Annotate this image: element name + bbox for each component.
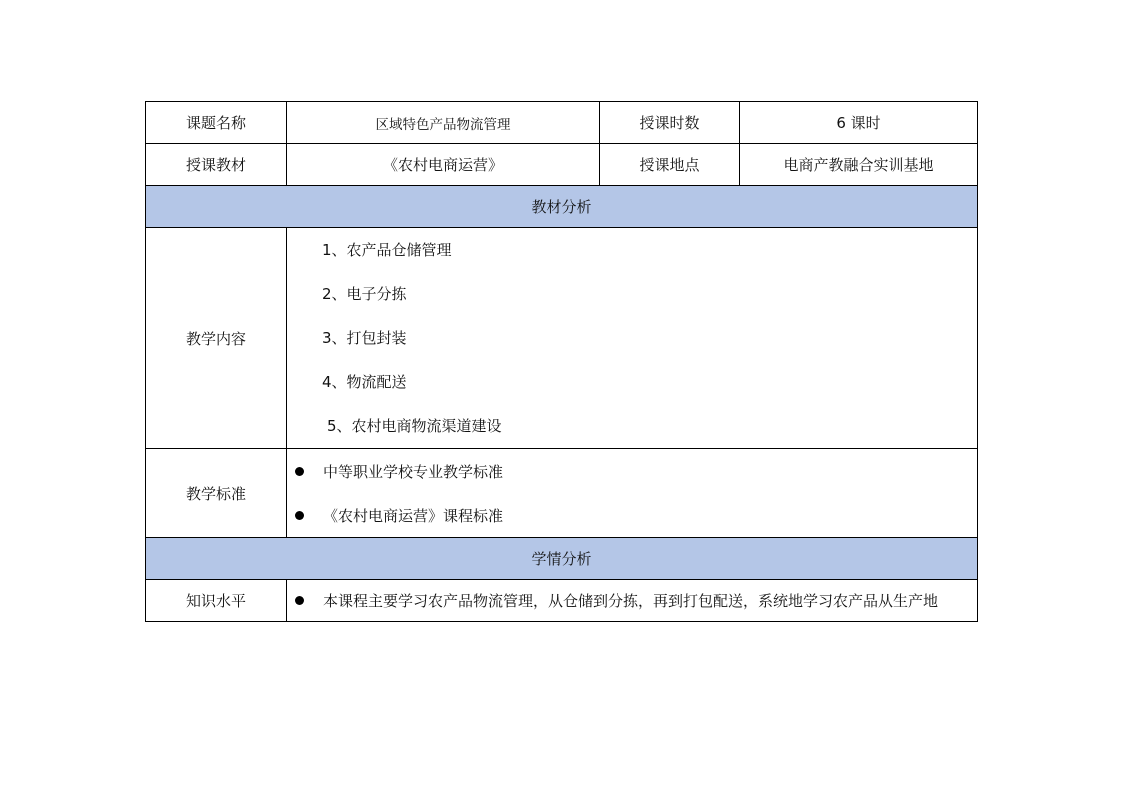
list-item-text: 《农村电商运营》课程标准 bbox=[323, 506, 504, 525]
hours-label-cell: 授课时数 bbox=[600, 102, 740, 144]
table-row bbox=[146, 186, 978, 228]
teaching-standard-label-cell: 教学标准 bbox=[146, 449, 287, 538]
list-item: 3、打包封装 bbox=[322, 329, 407, 347]
textbook-label-cell: 授课教材 bbox=[146, 144, 287, 186]
bullet-icon bbox=[295, 596, 304, 605]
list-item: 2、电子分拣 bbox=[322, 285, 407, 303]
list-item bbox=[295, 493, 977, 537]
topic-label-cell: 课题名称 bbox=[146, 102, 287, 144]
table-row bbox=[146, 102, 978, 144]
list-item-text: 中等职业学校专业教学标准 bbox=[323, 462, 504, 481]
hours-value-cell: 6 课时 bbox=[740, 102, 978, 144]
location-label-cell: 授课地点 bbox=[600, 144, 740, 186]
table-row bbox=[146, 538, 978, 580]
topic-value-cell: 区域特色产品物流管理 bbox=[287, 102, 600, 144]
table-row bbox=[146, 228, 978, 449]
table-row bbox=[146, 449, 978, 538]
knowledge-level-label-cell: 知识水平 bbox=[146, 580, 287, 622]
bullet-icon bbox=[295, 511, 304, 520]
knowledge-level-text: 本课程主要学习农产品物流管理，从仓储到分拣，再到打包配送，系统地学习农产品从生产地 bbox=[323, 592, 939, 610]
section-header-student-analysis: 学情分析 bbox=[146, 538, 978, 580]
lesson-plan-table bbox=[145, 101, 978, 622]
table-row bbox=[146, 144, 978, 186]
table-row bbox=[146, 580, 978, 622]
teaching-content-label-cell: 教学内容 bbox=[146, 228, 287, 449]
teaching-content-list bbox=[287, 228, 978, 449]
list-item: 4、物流配送 bbox=[322, 373, 407, 391]
textbook-value-cell: 《农村电商运营》 bbox=[287, 144, 600, 186]
location-value-cell: 电商产教融合实训基地 bbox=[740, 144, 978, 186]
list-item: 1、农产品仓储管理 bbox=[322, 241, 452, 259]
list-item: 5、农村电商物流渠道建设 bbox=[327, 417, 502, 435]
teaching-standard-list bbox=[287, 449, 978, 538]
knowledge-level-cell bbox=[287, 580, 978, 622]
bullet-icon bbox=[295, 467, 304, 476]
section-header-textbook-analysis: 教材分析 bbox=[146, 186, 978, 228]
list-item bbox=[295, 449, 977, 493]
